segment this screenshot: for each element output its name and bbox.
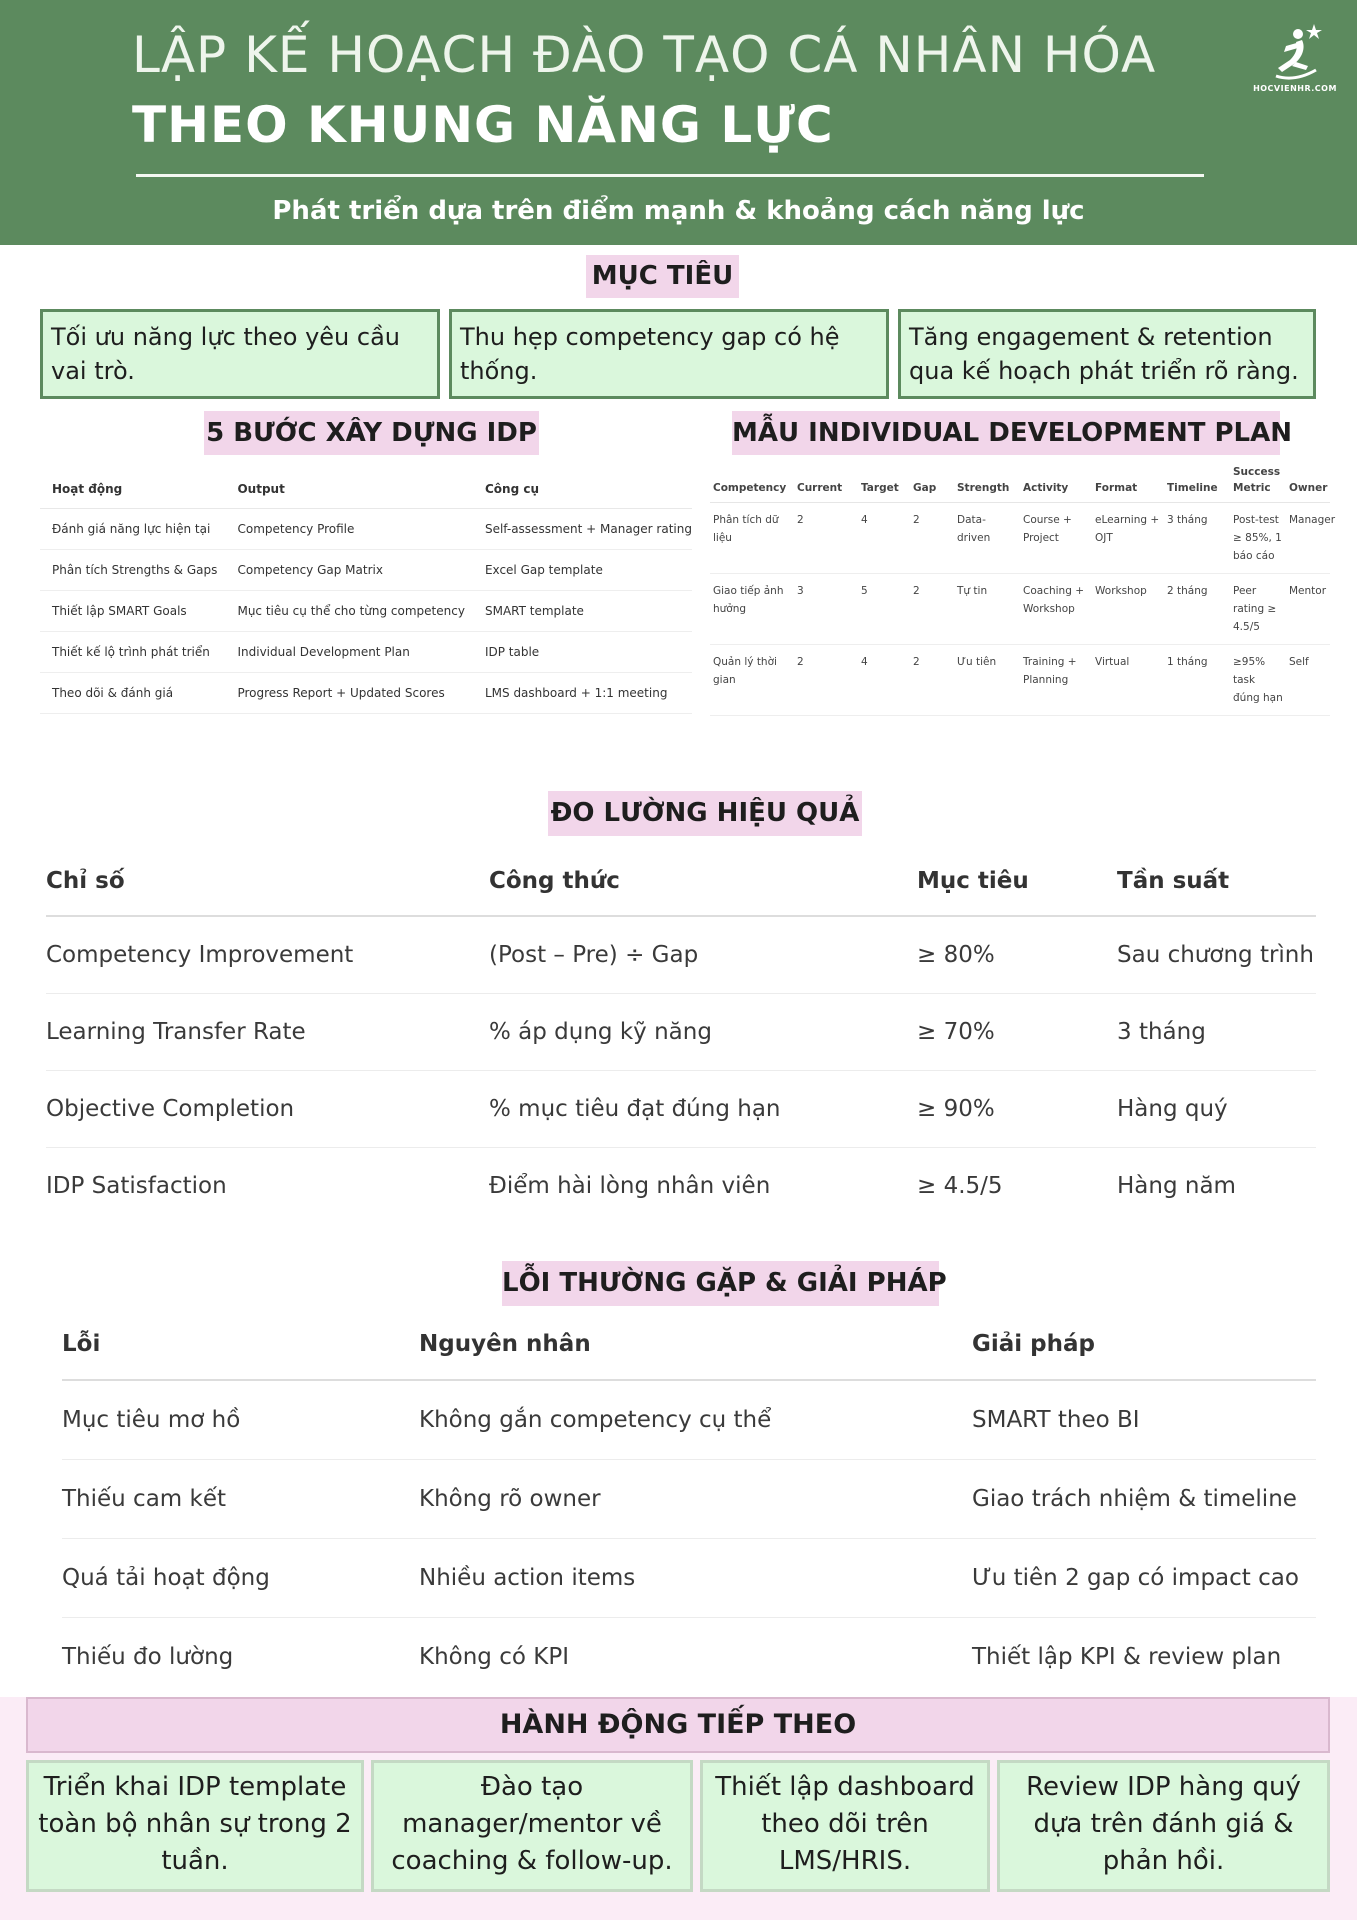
table-cell: Tự tin <box>954 574 1020 645</box>
table-cell: Thiếu đo lường <box>62 1643 234 1670</box>
table-row <box>62 1380 1316 1459</box>
table-cell: 1 tháng <box>1164 645 1230 716</box>
header-banner <box>0 0 1357 245</box>
table-cell: Course + Project <box>1020 503 1092 574</box>
objectives-label: MỤC TIÊU <box>586 255 739 298</box>
table-cell: 2 tháng <box>1164 574 1230 645</box>
table-cell: 2 <box>910 503 954 574</box>
table-cell: Thiết lập KPI & review plan <box>972 1643 1282 1670</box>
table-cell: Nhiều action items <box>419 1538 972 1617</box>
column-header: Công cụ <box>473 470 692 508</box>
column-header: Gap <box>910 460 954 503</box>
objective-card-2 <box>449 309 889 399</box>
table-cell: Không gắn competency cụ thể <box>419 1380 972 1459</box>
table-cell: 2 <box>794 645 858 716</box>
table-header-row <box>46 846 1316 916</box>
table-cell: 5 <box>858 574 910 645</box>
table-cell: 4 <box>858 645 910 716</box>
action-line: dựa trên đánh giá & <box>1033 1809 1294 1839</box>
errors-table <box>62 1308 1316 1696</box>
table-cell: SMART template <box>473 590 692 631</box>
table-cell: 2 <box>794 503 858 574</box>
table-cell: ≥ 80% <box>917 916 1117 993</box>
action-card-1 <box>26 1760 364 1892</box>
table-cell: % áp dụng kỹ năng <box>489 993 917 1070</box>
table-row <box>40 549 692 590</box>
table-cell: Virtual <box>1092 645 1164 716</box>
idp-label: MẪU INDIVIDUAL DEVELOPMENT PLAN <box>732 411 1280 455</box>
table-cell: 3 tháng <box>1164 503 1230 574</box>
header-divider <box>136 174 1204 177</box>
table-cell: Thiết lập SMART Goals <box>40 590 225 631</box>
objective-text: Tăng engagement & retention qua kế hoạch phát triển rõ ràng. <box>909 323 1299 385</box>
table-cell: SMART theo BI <box>972 1380 1316 1459</box>
action-card-3 <box>700 1760 990 1892</box>
steps-table <box>40 470 692 714</box>
table-row <box>40 590 692 631</box>
table-row <box>40 631 692 672</box>
table-cell: Hàng năm <box>1117 1172 1236 1199</box>
column-header: Nguyên nhân <box>419 1308 972 1380</box>
actions-label: HÀNH ĐỘNG TIẾP THEO <box>26 1697 1330 1753</box>
action-line: LMS/HRIS. <box>778 1846 912 1876</box>
action-line: coaching & follow-up. <box>391 1846 673 1876</box>
table-cell: Theo dõi & đánh giá <box>40 672 225 713</box>
table-cell: Objective Completion <box>46 1070 489 1147</box>
title-line-1: LẬP KẾ HOẠCH ĐÀO TẠO CÁ NHÂN HÓA <box>132 26 1157 84</box>
steps-label: 5 BƯỚC XÂY DỰNG IDP <box>204 411 539 455</box>
table-row <box>46 916 1316 993</box>
header-subtitle: Phát triển dựa trên điểm mạnh & khoảng cách năng lực <box>272 196 1085 226</box>
table-header-row <box>710 460 1330 503</box>
table-row <box>46 993 1316 1070</box>
table-cell: IDP table <box>473 631 692 672</box>
table-cell: ≥ 70% <box>917 993 1117 1070</box>
measure-label: ĐO LƯỜNG HIỆU QUẢ <box>548 791 862 836</box>
table-cell: % mục tiêu đạt đúng hạn <box>489 1070 917 1147</box>
column-header: Hoạt động <box>40 470 225 508</box>
table-cell: LMS dashboard + 1:1 meeting <box>473 672 692 713</box>
table-cell: Workshop <box>1092 574 1164 645</box>
table-cell: Hàng quý <box>1117 1070 1316 1147</box>
table-cell: Quản lý thời gian <box>710 645 794 716</box>
table-cell: Competency Profile <box>225 508 473 549</box>
column-header: Owner <box>1286 460 1330 503</box>
table-cell: Competency Gap Matrix <box>225 549 473 590</box>
column-header: Output <box>225 470 473 508</box>
table-row <box>710 645 1330 716</box>
idp-table <box>710 460 1336 716</box>
table-cell: 2 <box>910 574 954 645</box>
table-cell: Đánh giá năng lực hiện tại <box>40 508 225 549</box>
table-cell: Giao tiếp ảnh hưởng <box>710 574 794 645</box>
table-cell: ≥ 90% <box>917 1070 1117 1147</box>
table-row <box>46 1147 1316 1224</box>
table-cell: Mục tiêu mơ hồ <box>62 1380 419 1459</box>
column-header: Timeline <box>1164 460 1230 503</box>
table-cell: Phân tích Strengths & Gaps <box>40 549 225 590</box>
table-header-row <box>40 470 692 508</box>
table-cell: Phân tích dữ liệu <box>710 503 794 574</box>
column-header: Current <box>794 460 858 503</box>
table-cell: Individual Development Plan <box>225 631 473 672</box>
objective-card-1 <box>40 309 440 399</box>
action-line: tuần. <box>161 1846 229 1876</box>
action-card-2 <box>371 1760 693 1892</box>
table-cell: Learning Transfer Rate <box>46 993 489 1070</box>
table-cell: Competency Improvement <box>46 916 489 993</box>
table-cell: Thiếu cam kết <box>62 1459 419 1538</box>
title-line-2: THEO KHUNG NĂNG LỰC <box>132 96 834 154</box>
table-cell: 3 <box>794 574 858 645</box>
table-cell: Quá tải hoạt động <box>62 1538 419 1617</box>
table-row <box>62 1459 1316 1538</box>
table-cell: Không rõ owner <box>419 1459 972 1538</box>
table-cell: eLearning + OJT <box>1092 503 1164 574</box>
table-cell: ≥95% task đúng hạn <box>1230 645 1286 716</box>
table-cell: 2 <box>910 645 954 716</box>
column-header: Chỉ số <box>46 846 489 916</box>
action-line: Review IDP hàng quý <box>1026 1772 1301 1802</box>
table-cell: Peer rating ≥ 4.5/5 <box>1230 574 1286 645</box>
column-header: Công thức <box>489 846 917 916</box>
measure-table <box>46 846 1316 1224</box>
table-cell: IDP Satisfaction <box>46 1172 227 1199</box>
table-cell: Self <box>1286 645 1330 716</box>
column-header: Target <box>858 460 910 503</box>
table-cell: Training + Planning <box>1020 645 1092 716</box>
action-line: toàn bộ nhân sự trong 2 <box>38 1809 352 1839</box>
action-card-4 <box>997 1760 1330 1892</box>
column-header: Format <box>1092 460 1164 503</box>
column-header: Mục tiêu <box>917 846 1117 916</box>
table-cell: Progress Report + Updated Scores <box>225 672 473 713</box>
table-cell: (Post – Pre) ÷ Gap <box>489 916 917 993</box>
objective-text: Thu hẹp competency gap có hệ thống. <box>460 323 840 385</box>
action-line: Triển khai IDP template <box>43 1772 347 1802</box>
table-cell: 3 tháng <box>1117 993 1316 1070</box>
action-line: phản hồi. <box>1102 1846 1225 1876</box>
action-line: manager/mentor về <box>402 1809 662 1839</box>
table-cell: Giao trách nhiệm & timeline <box>972 1459 1316 1538</box>
table-cell: Post-test ≥ 85%, 1 báo cáo <box>1230 503 1286 574</box>
column-header: Giải pháp <box>972 1308 1316 1380</box>
table-row <box>62 1538 1316 1617</box>
table-header-row <box>62 1308 1316 1380</box>
table-cell: 4 <box>858 503 910 574</box>
table-row <box>710 503 1330 574</box>
table-cell: Không có KPI <box>419 1643 569 1670</box>
runner-star-icon <box>1272 22 1322 80</box>
table-cell: Data-driven <box>954 503 1020 574</box>
table-row <box>40 508 692 549</box>
column-header: Lỗi <box>62 1308 419 1380</box>
table-row <box>62 1617 1316 1696</box>
column-header: Success Metric <box>1230 460 1286 503</box>
action-line: Thiết lập dashboard <box>715 1772 975 1802</box>
table-cell: Coaching + Workshop <box>1020 574 1092 645</box>
column-header: Competency <box>710 460 794 503</box>
action-line: theo dõi trên <box>761 1809 929 1839</box>
table-cell: Điểm hài lòng nhân viên <box>489 1172 771 1199</box>
errors-label: LỖI THƯỜNG GẶP & GIẢI PHÁP <box>502 1261 939 1306</box>
table-cell: Ưu tiên 2 gap có impact cao <box>972 1538 1316 1617</box>
table-row <box>40 672 692 713</box>
table-cell: Sau chương trình <box>1117 916 1316 993</box>
table-cell: Excel Gap template <box>473 549 692 590</box>
table-cell: Manager <box>1286 503 1330 574</box>
column-header: Tần suất <box>1117 846 1316 916</box>
table-cell: Ưu tiên <box>954 645 1020 716</box>
table-row <box>46 1070 1316 1147</box>
objective-card-3 <box>898 309 1316 399</box>
table-cell: Self-assessment + Manager rating <box>473 508 692 549</box>
table-row <box>710 574 1330 645</box>
objective-text: Tối ưu năng lực theo yêu cầu vai trò. <box>51 323 401 385</box>
table-cell: ≥ 4.5/5 <box>917 1172 1003 1199</box>
column-header: Activity <box>1020 460 1092 503</box>
column-header: Strength <box>954 460 1020 503</box>
action-line: Đào tạo <box>480 1772 584 1802</box>
table-cell: Mentor <box>1286 574 1330 645</box>
logo-text: HOCVIENHR.COM <box>1253 84 1337 93</box>
table-cell: Thiết kế lộ trình phát triển <box>40 631 225 672</box>
brand-logo <box>1250 22 1340 98</box>
table-cell: Mục tiêu cụ thể cho từng competency <box>225 590 473 631</box>
